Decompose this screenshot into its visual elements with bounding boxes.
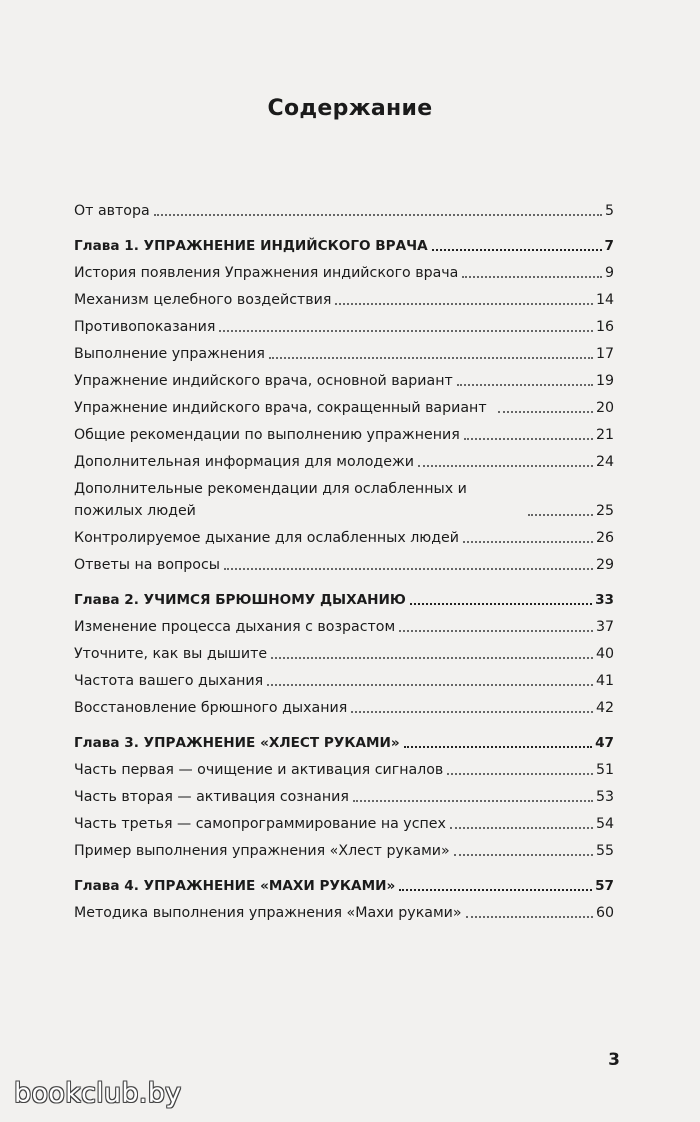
toc-entry	[74, 670, 614, 692]
toc-entry	[74, 370, 614, 392]
toc-entry-text: Выполнение упражнения	[74, 346, 265, 362]
dot-leader	[450, 827, 593, 829]
toc-entry	[74, 527, 614, 549]
page-title: Содержание	[267, 96, 433, 121]
toc-entry-text: Контролируемое дыхание для ослабленных людей	[74, 530, 459, 546]
dot-leader	[271, 657, 593, 659]
toc-entry-page: 24	[595, 454, 614, 470]
toc-entry-page: 20	[595, 400, 614, 416]
dot-leader	[399, 889, 592, 891]
toc-entry	[74, 840, 614, 862]
toc-entry-page: 42	[595, 700, 614, 716]
toc-chapter-2	[74, 589, 614, 611]
dot-leader	[154, 214, 602, 216]
toc-chapter-text: Глава 2. УЧИМСЯ БРЮШНОМУ ДЫХАНИЮ	[74, 592, 406, 608]
toc-entry-page: 41	[595, 673, 614, 689]
toc-chapter-page: 57	[595, 878, 614, 894]
toc-entry-page: 14	[595, 292, 614, 308]
table-of-contents	[74, 200, 614, 929]
toc-entry	[74, 759, 614, 781]
page-number: 3	[608, 1050, 620, 1070]
toc-entry-text: История появления Упражнения индийского врача	[74, 265, 459, 281]
toc-entry-text: Частота вашего дыхания	[74, 673, 264, 689]
dot-leader	[454, 854, 593, 856]
toc-entry-page: 40	[595, 646, 614, 662]
toc-entry-text: Методика выполнения упражнения «Махи руками»	[74, 905, 462, 921]
toc-chapter-page: 7	[604, 238, 614, 254]
toc-entry-text: Дополнительные рекомендации для ослабленных и пожилых людей	[74, 481, 467, 519]
toc-entry-text: Общие рекомендации по выполнению упражнения	[74, 427, 460, 443]
toc-entry-page: 26	[595, 530, 614, 546]
toc-entry-text: Часть вторая — активация сознания	[74, 789, 349, 805]
toc-chapter-4	[74, 875, 614, 897]
toc-entry	[74, 451, 614, 473]
dot-leader	[410, 603, 592, 605]
dot-leader	[528, 514, 593, 516]
toc-entry	[74, 902, 614, 924]
toc-entry	[74, 343, 614, 365]
toc-entry-text: Ответы на вопросы	[74, 557, 220, 573]
toc-entry-page: 5	[604, 203, 614, 219]
dot-leader	[463, 541, 593, 543]
toc-entry-page: 17	[595, 346, 614, 362]
dot-leader	[462, 276, 602, 278]
toc-entry	[74, 786, 614, 808]
dot-leader	[466, 916, 593, 918]
toc-entry-page: 16	[595, 319, 614, 335]
toc-entry	[74, 397, 614, 419]
dot-leader	[418, 465, 593, 467]
dot-leader	[399, 630, 593, 632]
toc-entry-page: 29	[595, 557, 614, 573]
toc-entry-from-author	[74, 200, 614, 222]
toc-entry-text: Восстановление брюшного дыхания	[74, 700, 348, 716]
toc-entry	[74, 424, 614, 446]
toc-entry-page: 21	[595, 427, 614, 443]
watermark-logo: bookclub.by	[14, 1078, 182, 1109]
dot-leader	[353, 800, 593, 802]
dot-leader	[335, 303, 593, 305]
dot-leader	[267, 684, 593, 686]
dot-leader	[404, 746, 592, 748]
toc-entry	[74, 813, 614, 835]
toc-entry-text: Пример выполнения упражнения «Хлест руками»	[74, 843, 450, 859]
dot-leader	[498, 411, 593, 413]
toc-chapter-1	[74, 235, 614, 257]
dot-leader	[219, 330, 593, 332]
toc-entry-page: 60	[595, 905, 614, 921]
dot-leader	[457, 384, 593, 386]
toc-entry-text: Изменение процесса дыхания с возрастом	[74, 619, 396, 635]
dot-leader	[269, 357, 593, 359]
toc-entry-text: Упражнение индийского врача, сокращенный вариант	[74, 400, 487, 416]
toc-chapter-page: 33	[595, 592, 614, 608]
toc-chapter-page: 47	[595, 735, 614, 751]
toc-entry-text: Упражнение индийского врача, основной вариант	[74, 373, 453, 389]
toc-entry-text: Часть первая — очищение и активация сигналов	[74, 762, 444, 778]
toc-entry-text: Механизм целебного воздействия	[74, 292, 332, 308]
toc-entry-text: От автора	[74, 203, 150, 219]
dot-leader	[224, 568, 593, 570]
toc-entry-page: 54	[595, 816, 614, 832]
dot-leader	[351, 711, 593, 713]
toc-entry-text: Противопоказания	[74, 319, 216, 335]
toc-chapter-text: Глава 4. УПРАЖНЕНИЕ «МАХИ РУКАМИ»	[74, 878, 396, 894]
toc-entry-page: 51	[595, 762, 614, 778]
toc-entry	[74, 616, 614, 638]
toc-entry	[74, 289, 614, 311]
dot-leader	[464, 438, 593, 440]
toc-entry-page: 55	[595, 843, 614, 859]
dot-leader	[447, 773, 593, 775]
toc-entry	[74, 478, 614, 522]
toc-entry	[74, 697, 614, 719]
toc-entry-text: Дополнительная информация для молодежи	[74, 454, 414, 470]
dot-leader	[432, 249, 602, 251]
toc-entry-text: Уточните, как вы дышите	[74, 646, 268, 662]
toc-entry-page: 19	[595, 373, 614, 389]
toc-entry-page: 25	[595, 503, 614, 519]
toc-entry	[74, 643, 614, 665]
toc-chapter-text: Глава 1. УПРАЖНЕНИЕ ИНДИЙСКОГО ВРАЧА	[74, 238, 428, 254]
toc-entry	[74, 316, 614, 338]
toc-entry-page: 53	[595, 789, 614, 805]
toc-entry	[74, 554, 614, 576]
toc-entry-page: 37	[595, 619, 614, 635]
toc-entry-text: Часть третья — самопрограммирование на успех	[74, 816, 446, 832]
toc-chapter-3	[74, 732, 614, 754]
toc-entry	[74, 262, 614, 284]
toc-chapter-text: Глава 3. УПРАЖНЕНИЕ «ХЛЕСТ РУКАМИ»	[74, 735, 400, 751]
toc-entry-page: 9	[604, 265, 614, 281]
